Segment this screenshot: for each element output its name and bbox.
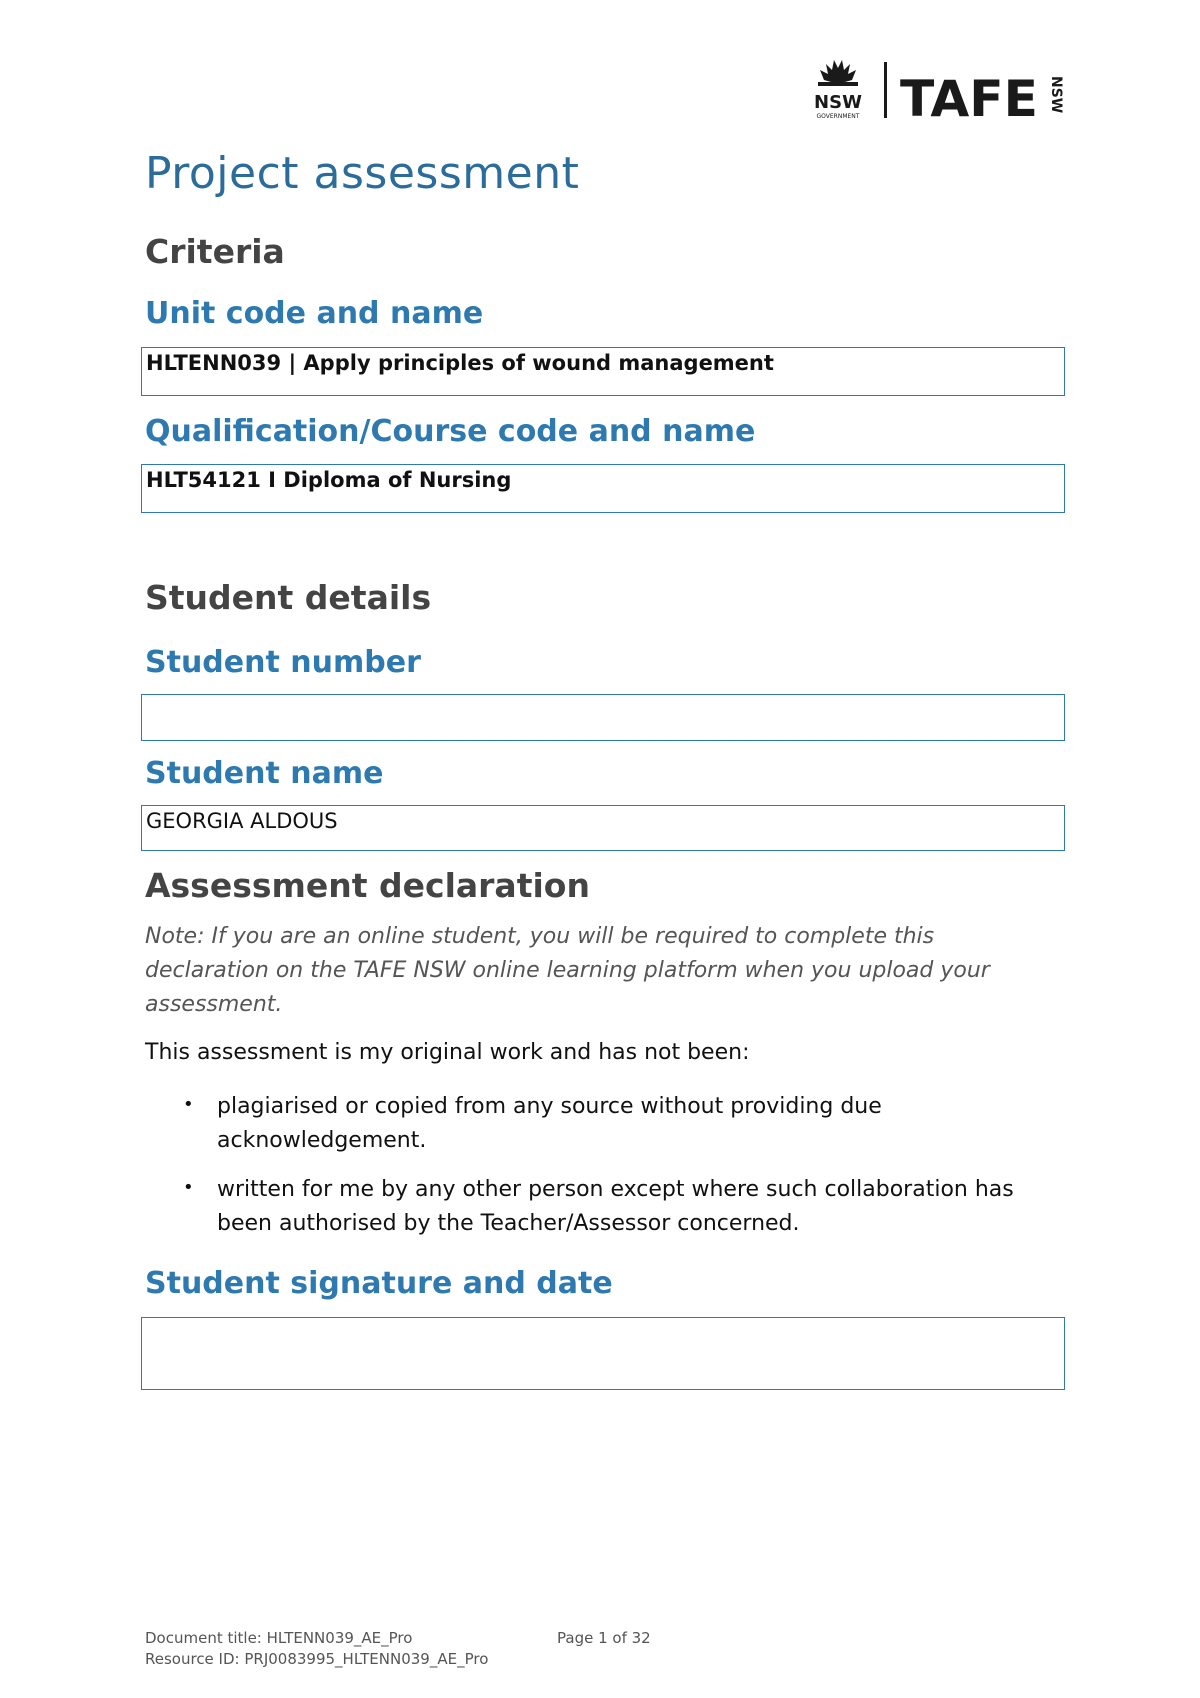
declaration-list [145, 1090, 1045, 1256]
student-name-field[interactable]: GEORGIA ALDOUS [141, 805, 1065, 851]
logo-tafe-nsw-text: NSW [1048, 76, 1064, 114]
bullet-icon: • [183, 1094, 194, 1115]
tafe-nsw-logo [808, 56, 1070, 126]
logo-divider [884, 62, 887, 118]
student-signature-field[interactable] [141, 1317, 1065, 1390]
student-number-field[interactable] [141, 694, 1065, 741]
student-number-label: Student number [145, 645, 421, 680]
footer-document-title: Document title: HLTENN039_AE_Pro [145, 1629, 413, 1647]
assessment-declaration-heading: Assessment declaration [145, 866, 590, 905]
online-student-note: Note: If you are an online student, you will be required to complete this declaration on the TAFE NSW online learning platform when you upload your assessment. [145, 924, 990, 1017]
criteria-heading: Criteria [145, 232, 285, 271]
student-name-label: Student name [145, 756, 384, 791]
page-title: Project assessment [145, 148, 580, 199]
unit-code-field[interactable]: HLTENN039 | Apply principles of wound management [141, 347, 1065, 396]
logo-tafe-text: TAFE [900, 70, 1038, 126]
list-item-text: plagiarised or copied from any source without providing due acknowledgement. [217, 1094, 882, 1153]
qualification-label: Qualification/Course code and name [145, 414, 756, 449]
qualification-field[interactable]: HLT54121 I Diploma of Nursing [141, 464, 1065, 513]
logo-government-text: GOVERNMENT [816, 113, 860, 120]
list-item-text: written for me by any other person except where such collaboration has been authorised by the Teacher/Assessor concerned. [217, 1177, 1014, 1236]
footer-page-number: Page 1 of 32 [557, 1629, 651, 1647]
student-details-heading: Student details [145, 578, 432, 617]
declaration-intro: This assessment is my original work and has not been: [145, 1040, 750, 1065]
footer-left [145, 1628, 488, 1670]
waratah-icon [818, 60, 858, 86]
bullet-icon: • [183, 1177, 194, 1198]
logo-nsw-text: NSW [814, 92, 862, 113]
list-item [145, 1173, 1045, 1241]
footer-resource-id: Resource ID: PRJ0083995_HLTENN039_AE_Pro [145, 1650, 489, 1668]
student-signature-label: Student signature and date [145, 1266, 613, 1301]
list-item [145, 1090, 1045, 1158]
unit-code-label: Unit code and name [145, 296, 484, 331]
